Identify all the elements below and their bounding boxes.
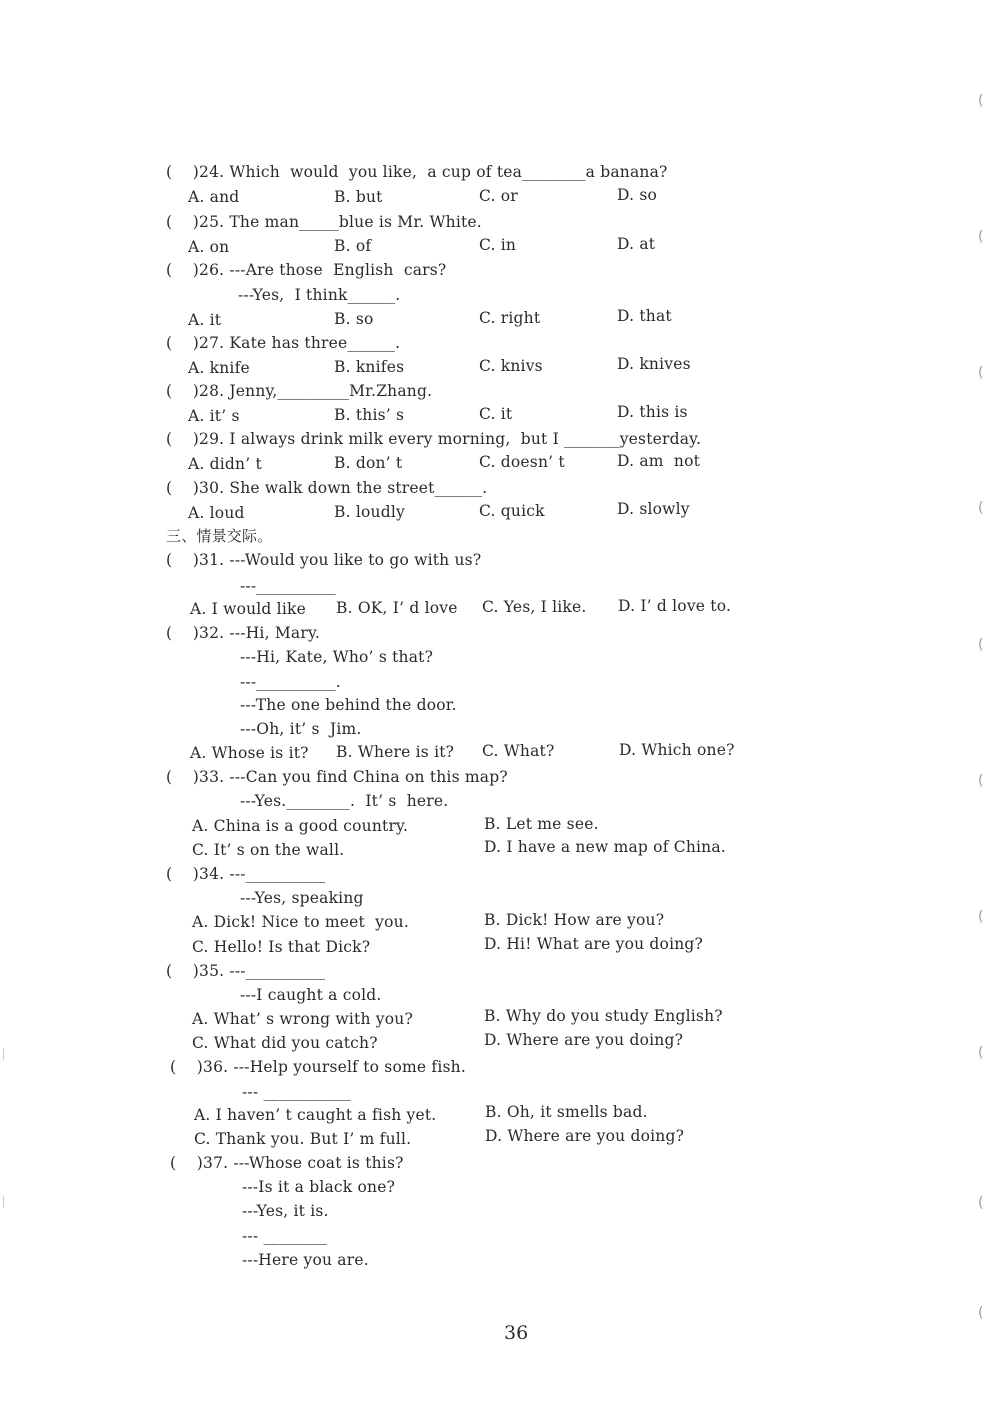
question-26-line-2: ---Yes, I think______. xyxy=(238,286,401,304)
q36-option-a: A. I haven’ t caught a fish yet. xyxy=(194,1106,437,1124)
q32-option-a: A. Whose is it? xyxy=(190,744,309,762)
binding-hole-mark: ( xyxy=(978,1195,984,1211)
q33-option-c: C. It’ s on the wall. xyxy=(192,841,345,859)
question-37-stem: ( )37. ---Whose coat is this? xyxy=(170,1154,404,1172)
q36-option-d: D. Where are you doing? xyxy=(485,1127,685,1145)
q26-option-a: A. it xyxy=(188,311,222,329)
q27-option-b: B. knifes xyxy=(334,358,405,376)
q25-option-b: B. of xyxy=(334,237,372,255)
binding-hole-mark: ( xyxy=(978,229,984,245)
q34-option-b: B. Dick! How are you? xyxy=(484,911,665,929)
q24-option-b: B. but xyxy=(334,188,383,206)
question-24-stem: ( )24. Which would you like, a cup of tea________a banana? xyxy=(166,163,668,181)
q27-option-a: A. knife xyxy=(188,359,250,377)
q26-option-c: C. right xyxy=(479,309,541,327)
left-edge-mark xyxy=(3,1048,4,1060)
q25-option-d: D. at xyxy=(617,235,656,253)
q24-option-c: C. or xyxy=(479,187,518,205)
binding-hole-mark: ( xyxy=(978,500,984,516)
binding-hole-mark: ( xyxy=(978,773,984,789)
question-35-line-2: ---I caught a cold. xyxy=(240,986,382,1004)
question-37-line-2: ---Is it a black one? xyxy=(242,1178,396,1196)
q31-option-b: B. OK, I’ d love xyxy=(336,599,458,617)
q35-option-a: A. What’ s wrong with you? xyxy=(192,1010,413,1028)
question-34-line-2: ---Yes, speaking xyxy=(240,889,364,907)
q35-option-b: B. Why do you study English? xyxy=(484,1007,723,1025)
q25-option-a: A. on xyxy=(188,238,230,256)
q34-option-d: D. Hi! What are you doing? xyxy=(484,935,704,953)
binding-hole-mark: ( xyxy=(978,909,984,925)
binding-hole-mark: ( xyxy=(978,1305,984,1321)
question-37-line-5: ---Here you are. xyxy=(242,1251,369,1269)
question-37-line-3: ---Yes, it is. xyxy=(242,1202,329,1220)
q32-option-c: C. What? xyxy=(482,742,555,760)
q34-option-a: A. Dick! Nice to meet you. xyxy=(192,913,409,931)
binding-hole-mark: ( xyxy=(978,1045,984,1061)
question-28-stem: ( )28. Jenny,_________Mr.Zhang. xyxy=(166,382,433,400)
question-32-line-4: ---The one behind the door. xyxy=(240,696,457,714)
question-26-stem: ( )26. ---Are those English cars? xyxy=(166,261,447,279)
q30-option-b: B. loudly xyxy=(334,503,405,521)
q29-option-b: B. don’ t xyxy=(334,454,403,472)
q36-option-c: C. Thank you. But I’ m full. xyxy=(194,1130,412,1148)
q27-option-c: C. knivs xyxy=(479,357,543,375)
q31-option-d: D. I’ d love to. xyxy=(618,597,732,615)
q29-option-a: A. didn’ t xyxy=(188,455,262,473)
question-29-stem: ( )29. I always drink milk every morning, but I _______yesterday. xyxy=(166,430,702,448)
q27-option-d: D. knives xyxy=(617,355,691,373)
question-34-stem: ( )34. ---__________ xyxy=(166,865,326,883)
q31-option-a: A. I would like xyxy=(190,600,306,618)
q28-option-c: C. it xyxy=(479,405,513,423)
question-32-line-2: ---Hi, Kate, Who’ s that? xyxy=(240,648,434,666)
q25-option-c: C. in xyxy=(479,236,517,254)
question-31-blank: ---__________ xyxy=(240,577,336,595)
q28-option-d: D. this is xyxy=(617,403,688,421)
q29-option-d: D. am not xyxy=(617,452,701,470)
question-33-stem: ( )33. ---Can you find China on this map? xyxy=(166,768,508,786)
left-edge-mark xyxy=(3,1196,4,1208)
q34-option-c: C. Hello! Is that Dick? xyxy=(192,938,371,956)
q30-option-d: D. slowly xyxy=(617,500,690,518)
q32-option-d: D. Which one? xyxy=(619,741,735,759)
binding-hole-mark: ( xyxy=(978,365,984,381)
q35-option-d: D. Where are you doing? xyxy=(484,1031,684,1049)
question-27-stem: ( )27. Kate has three______. xyxy=(166,334,401,352)
question-32-line-5: ---Oh, it’ s Jim. xyxy=(240,720,362,738)
question-35-stem: ( )35. ---__________ xyxy=(166,962,326,980)
question-32-stem: ( )32. ---Hi, Mary. xyxy=(166,624,320,642)
q33-option-b: B. Let me see. xyxy=(484,815,599,833)
q32-option-b: B. Where is it? xyxy=(336,743,455,761)
q26-option-d: D. that xyxy=(617,307,672,325)
q30-option-c: C. quick xyxy=(479,502,545,520)
question-32-line-3: ---__________. xyxy=(240,673,341,691)
binding-hole-mark: ( xyxy=(978,637,984,653)
q26-option-b: B. so xyxy=(334,310,374,328)
q35-option-c: C. What did you catch? xyxy=(192,1034,378,1052)
q31-option-c: C. Yes, I like. xyxy=(482,598,587,616)
question-36-stem: ( )36. ---Help yourself to some fish. xyxy=(170,1058,466,1076)
q24-option-d: D. so xyxy=(617,186,658,204)
q24-option-a: A. and xyxy=(188,188,240,206)
q33-option-a: A. China is a good country. xyxy=(192,817,409,835)
question-37-line-4: --- ________ xyxy=(242,1227,328,1245)
question-31-stem: ( )31. ---Would you like to go with us? xyxy=(166,551,482,569)
q28-option-a: A. it’ s xyxy=(188,407,240,425)
page-number: 36 xyxy=(504,1322,529,1344)
q28-option-b: B. this’ s xyxy=(334,406,405,424)
binding-hole-mark: ( xyxy=(978,93,984,109)
question-25-stem: ( )25. The man_____blue is Mr. White. xyxy=(166,213,482,231)
section-title: 三、情景交际。 xyxy=(166,527,273,545)
q29-option-c: C. doesn’ t xyxy=(479,453,565,471)
question-36-blank: --- ___________ xyxy=(242,1083,351,1101)
q33-option-d: D. I have a new map of China. xyxy=(484,838,726,856)
q30-option-a: A. loud xyxy=(188,504,245,522)
question-33-line-2: ---Yes.________. It’ s here. xyxy=(240,792,449,810)
question-30-stem: ( )30. She walk down the street______. xyxy=(166,479,488,497)
q36-option-b: B. Oh, it smells bad. xyxy=(485,1103,648,1121)
